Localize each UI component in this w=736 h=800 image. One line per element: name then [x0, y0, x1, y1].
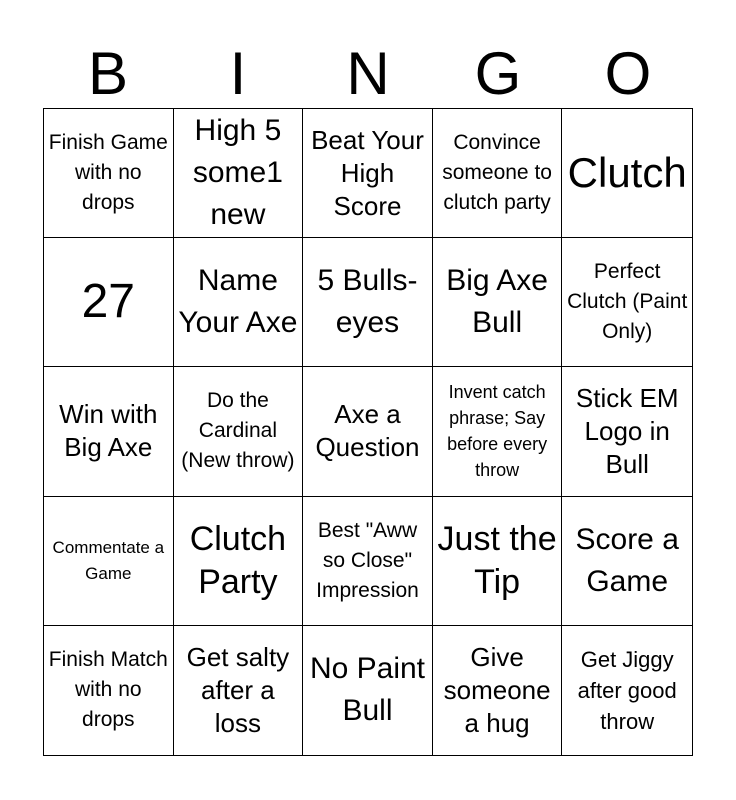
- bingo-cell-r5c2[interactable]: [174, 626, 304, 755]
- cell-text: Just the Tip: [437, 519, 557, 601]
- bingo-cell-r4c1[interactable]: [44, 497, 174, 626]
- bingo-cell-r5c3[interactable]: [303, 626, 433, 755]
- bingo-cell-r1c2[interactable]: [174, 109, 304, 238]
- bingo-cell-r2c3[interactable]: [303, 238, 433, 367]
- cell-text: No Paint Bull: [309, 652, 426, 728]
- header-letter-b: B: [87, 40, 129, 107]
- cell-text: Invent catch phrase; Say before every throw: [447, 382, 548, 481]
- bingo-cell-r4c3[interactable]: [303, 497, 433, 626]
- cell-text: Finish Game with no drops: [48, 131, 168, 215]
- cell-text: Win with Big Axe: [59, 399, 158, 463]
- header-letter-g: G: [474, 40, 522, 107]
- bingo-cell-r3c4[interactable]: [433, 367, 563, 496]
- cell-text: Give someone a hug: [443, 641, 551, 738]
- bingo-cell-r5c5[interactable]: [562, 626, 692, 755]
- cell-text: Convince someone to clutch party: [442, 131, 552, 215]
- bingo-cell-r5c1[interactable]: [44, 626, 174, 755]
- bingo-cell-r1c4[interactable]: [433, 109, 563, 238]
- bingo-cell-r2c2[interactable]: [174, 238, 304, 367]
- cell-text: Score a Game: [575, 522, 679, 598]
- cell-text: Get Jiggy after good throw: [577, 646, 677, 734]
- cell-text: Axe a Question: [315, 399, 420, 463]
- header-letter-n: N: [346, 40, 390, 107]
- cell-text: Big Axe Bull: [446, 264, 548, 340]
- cell-text: Clutch Party: [189, 519, 287, 601]
- bingo-cell-r1c1[interactable]: [44, 109, 174, 238]
- cell-text: Clutch: [567, 149, 687, 197]
- bingo-cell-r3c5[interactable]: [562, 367, 692, 496]
- cell-text: 5 Bulls-eyes: [317, 264, 418, 340]
- bingo-cell-r2c5[interactable]: [562, 238, 692, 367]
- cell-text: Best "Aww so Close" Impression: [316, 518, 419, 602]
- bingo-cell-r3c1[interactable]: [44, 367, 174, 496]
- bingo-cell-r1c5[interactable]: [562, 109, 692, 238]
- bingo-cell-r4c5[interactable]: [562, 497, 692, 626]
- bingo-cell-r2c4[interactable]: [433, 238, 563, 367]
- header-letter-i: I: [229, 40, 247, 107]
- bingo-cell-r1c3[interactable]: [303, 109, 433, 238]
- header-letter-o: O: [604, 40, 652, 107]
- cell-text: Stick EM Logo in Bull: [575, 382, 679, 479]
- cell-text: Finish Match with no drops: [48, 648, 168, 732]
- cell-text: Do the Cardinal (New throw): [181, 389, 295, 473]
- bingo-cell-r4c2[interactable]: [174, 497, 304, 626]
- bingo-cell-r5c4[interactable]: [433, 626, 563, 755]
- cell-text: Beat Your High Score: [311, 124, 424, 221]
- cell-text: 27: [81, 275, 135, 329]
- cell-text: Name Your Axe: [178, 264, 298, 340]
- cell-text: Get salty after a loss: [186, 641, 290, 738]
- bingo-cell-r4c4[interactable]: [433, 497, 563, 626]
- bingo-cell-r3c3[interactable]: [303, 367, 433, 496]
- cell-text: High 5 some1 new: [192, 114, 283, 232]
- bingo-header: [43, 40, 693, 108]
- bingo-card-grid: [43, 108, 693, 756]
- cell-text: Perfect Clutch (Paint Only): [567, 260, 688, 344]
- cell-text: Commentate a Game: [52, 537, 165, 583]
- bingo-cell-r2c1[interactable]: [44, 238, 174, 367]
- bingo-cell-r3c2[interactable]: [174, 367, 304, 496]
